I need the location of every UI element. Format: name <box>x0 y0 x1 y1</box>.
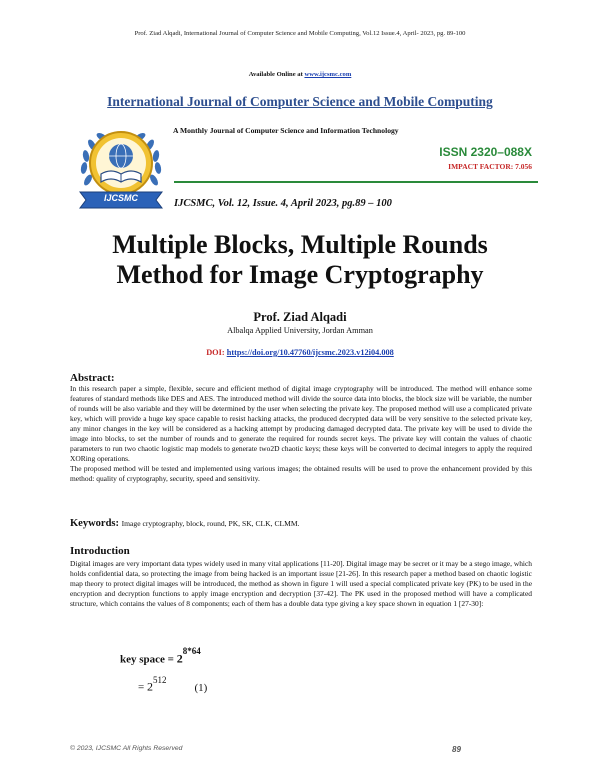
doi-link[interactable]: https://doi.org/10.47760/ijcsmc.2023.v12i04.008 <box>226 348 394 357</box>
equation-result <box>138 675 208 695</box>
equation-number: (1) <box>194 681 208 694</box>
book-globe-emblem-icon <box>66 118 176 218</box>
equation-lhs: key space = <box>120 653 177 666</box>
logo-text: IJCSMC <box>103 193 138 203</box>
journal-logo <box>66 118 176 218</box>
equation-exponent-2: 512 <box>152 675 167 685</box>
paper-title-line-1: Multiple Blocks, Multiple Rounds <box>112 230 488 259</box>
journal-website-link[interactable]: www.ijcsmc.com <box>304 71 352 78</box>
doi-line <box>0 348 600 357</box>
keywords-list: Image cryptography, block, round, PK, SK, CLK, CLMM. <box>121 519 300 528</box>
paper-title-line-2: Method for Image Cryptography <box>116 260 484 289</box>
equation-equals: = <box>138 681 147 694</box>
abstract-paragraph-2: The proposed method will be tested and implemented using various images; the obtained results will be used to prove the enhancement provided by this method: quality of cryptography, security, speed and sensitivity. <box>70 464 532 483</box>
doi-label: DOI: <box>206 348 227 357</box>
impact-factor: IMPACT FACTOR: 7.056 <box>448 162 532 171</box>
journal-name: International Journal of Computer Science and Mobile Computing <box>107 94 493 109</box>
available-prefix: Available Online at <box>248 71 305 78</box>
equation-exponent-1: 8*64 <box>182 646 201 656</box>
available-online-line <box>0 71 600 78</box>
running-header: Prof. Ziad Alqadi, International Journal of Computer Science and Mobile Computing, Vol.12 Issue.4, April- 2023, pg. 89-100 <box>134 30 466 37</box>
journal-subtitle: A Monthly Journal of Computer Science and Information Technology <box>173 126 399 135</box>
equation-base-2: 2 <box>146 679 153 694</box>
author-affiliation: Albalqa Applied University, Jordan Amman <box>227 326 373 335</box>
equation-key-space <box>120 646 201 667</box>
introduction-heading: Introduction <box>70 545 130 557</box>
keywords-line <box>70 518 532 529</box>
abstract-paragraph-1: In this research paper a simple, flexible, secure and efficient method of digital image cryptography will be introduced. The method will enhance some features of standard methods like DES and AES. The introduced method will divide the source data into blocks, the block size will be variable, the number of rounds will be also variable and they will be determined by the user when selecting the private key. The proposed method will use a complicated private key, which will provide a huge key space capable to resist hacking attacks, the produced decrypted data will be very sensitive to the selected private key, any minor changes in the key will be considered as a hacking attempt by producing damaged decrypted data. The private key will be used to divide the image into blocks, to set the number of rounds and to generate the required for rounds secret keys. The private key will contain the values of chaotic parameters to run two chaotic logistic map models to generate two2D chaotic keys; these keys will be converted to decimal integers to apply the required XORing operations. <box>70 384 532 463</box>
abstract-body <box>70 384 532 484</box>
author-name: Prof. Ziad Alqadi <box>253 310 347 324</box>
issn-number: ISSN 2320–088X <box>439 145 532 159</box>
page-number: 89 <box>452 745 461 754</box>
introduction-body: Digital images are very important data types widely used in many vital applications [11-20]. Digital image may be secret or it may be a stego image, which holds confidential data, so protecting the image from being hacked is an important issue [21-26]. In this research paper a method based on chaotic logistic map theory to protect digital images will be introduced, the method as shown in figure 1 will used a special complicated private key (PK) to be used in the encryption and decryption functions to apply image encryption and decryption [37-42]. The PK used in the proposed method will have a complicated structure, which contains the values of 8 components; each of them has a double data type giving a key space shown in equation 1 [27-30]: <box>70 559 532 608</box>
equation-base-1: 2 <box>176 651 183 666</box>
abstract-heading: Abstract: <box>70 372 115 384</box>
paper-title <box>0 230 600 290</box>
footer-copyright: © 2023, IJCSMC All Rights Reserved <box>70 745 183 752</box>
header-divider <box>174 181 538 183</box>
volume-line: IJCSMC, Vol. 12, Issue. 4, April 2023, pg.89 – 100 <box>174 198 392 209</box>
keywords-label: Keywords: <box>70 518 122 529</box>
